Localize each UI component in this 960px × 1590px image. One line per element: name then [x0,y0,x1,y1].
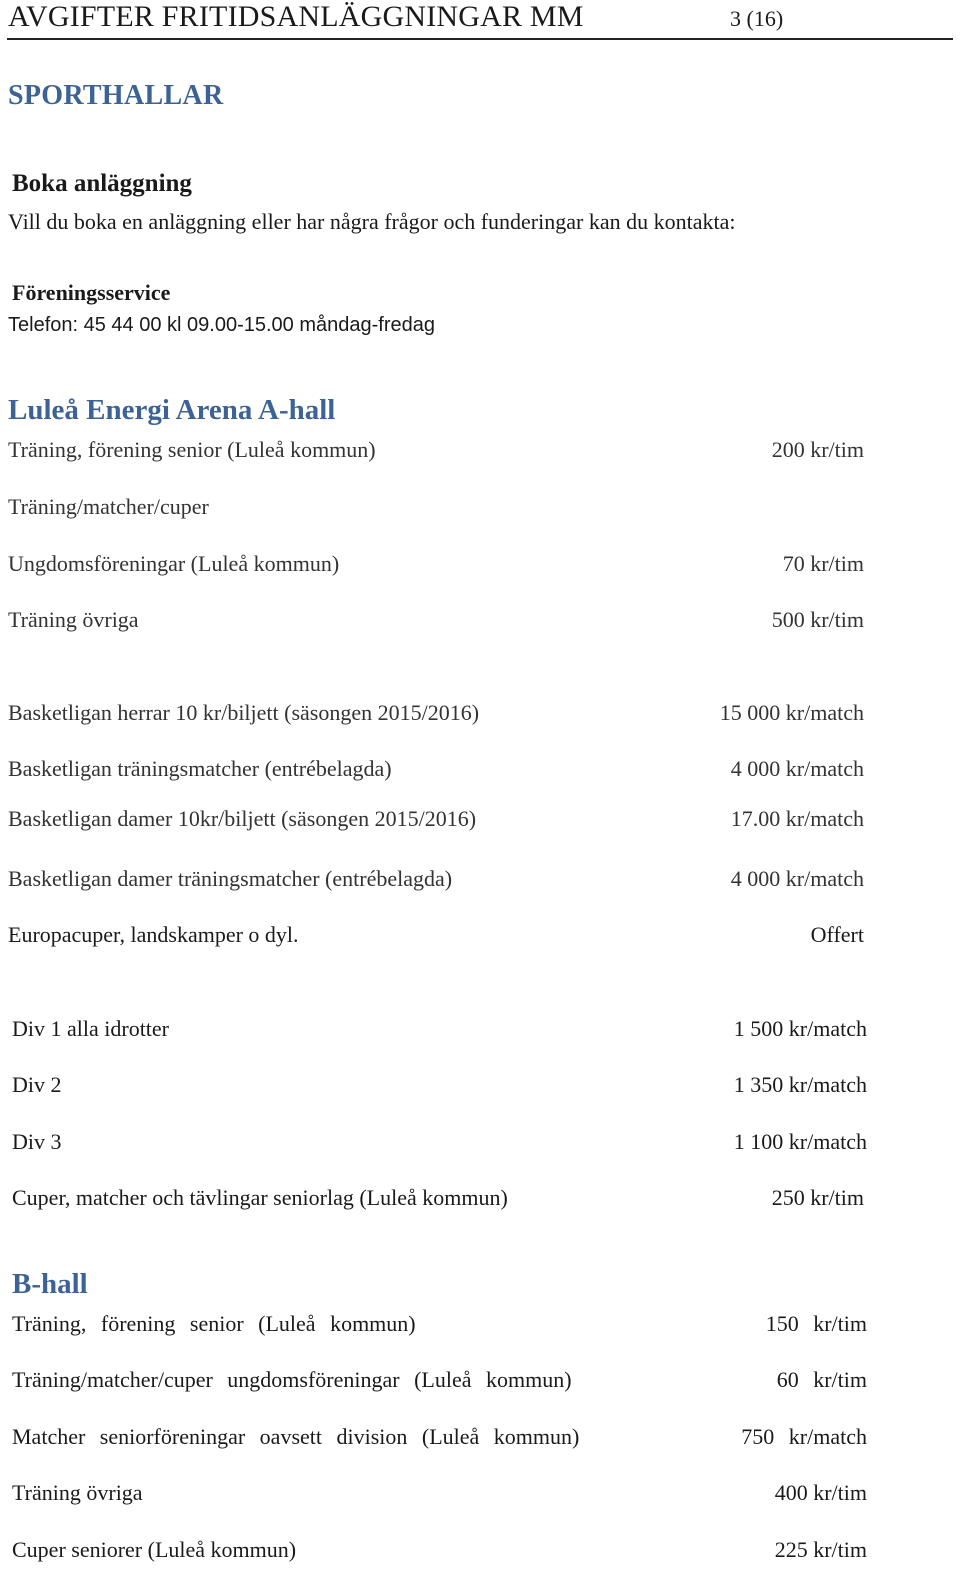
price-row-label: Träning/matcher/cuper [8,494,209,519]
price-row-value: 400 kr/tim [774,1480,867,1505]
price-row-label: Basketligan träningsmatcher (entrébelagda) [8,756,392,781]
price-row-label: Div 1 alla idrotter [12,1016,170,1041]
price-row-label: Div 3 [12,1129,62,1154]
price-row-label: Europacuper, landskamper o dyl. [8,922,299,947]
price-row-label: Basketligan damer träningsmatcher (entrébelagda) [8,866,453,891]
a-hall-title: Luleå Energi Arena A-hall [8,394,336,426]
price-row-label: Träning, förening senior (Luleå kommun) [8,437,376,462]
page-number: 3 (16) [730,6,784,31]
price-row-value: 750 kr/match [741,1424,867,1449]
price-row-label: Basketligan herrar 10 kr/biljett (säsongen 2015/2016) [8,700,480,725]
price-row-value: Offert [810,922,864,947]
price-row-label: Träning, förening senior (Luleå kommun) [12,1311,416,1336]
price-row-value: 1 100 kr/match [733,1129,867,1154]
price-row-label: Cuper seniorer (Luleå kommun) [12,1537,297,1562]
price-row-label: Div 2 [12,1072,62,1097]
price-row-value: 4 000 kr/match [730,756,864,781]
price-row-value: 4 000 kr/match [730,866,864,891]
service-heading: Föreningsservice [12,280,171,305]
price-row-value: 250 kr/tim [771,1185,864,1210]
price-row-label: Träning övriga [8,607,139,632]
price-row-value: 500 kr/tim [771,607,864,632]
price-row-label: Träning övriga [12,1480,143,1505]
price-row-value: 1 350 kr/match [733,1072,867,1097]
price-row-label: Cuper, matcher och tävlingar seniorlag (Luleå kommun) [12,1185,508,1210]
price-row-label: Basketligan damer 10kr/biljett (säsongen 2015/2016) [8,806,477,831]
section-title: SPORTHALLAR [8,80,224,111]
document-title: AVGIFTER FRITIDSANLÄGGNINGAR MM [8,0,584,33]
b-hall-title: B-hall [12,1268,88,1300]
price-row-label: Träning/matcher/cuper ungdomsföreningar (Luleå kommun) [12,1367,572,1392]
service-phone: Telefon: 45 44 00 kl 09.00-15.00 måndag-fredag [8,314,435,336]
price-row-value: 200 kr/tim [771,437,864,462]
price-row-value: 1 500 kr/match [733,1016,867,1041]
price-row-value: 60 kr/tim [776,1367,867,1392]
price-row-label: Matcher seniorföreningar oavsett division (Luleå kommun) [12,1424,580,1449]
header-divider [7,38,953,40]
price-row-value: 15 000 kr/match [719,700,864,725]
booking-heading: Boka anläggning [12,170,192,197]
price-row-value: 70 kr/tim [782,551,864,576]
price-row-label: Ungdomsföreningar (Luleå kommun) [8,551,340,576]
price-row-value: 150 kr/tim [765,1311,867,1336]
price-row-value: 17.00 kr/match [730,806,864,831]
price-row-value: 225 kr/tim [774,1537,867,1562]
booking-text: Vill du boka en anläggning eller har några frågor och funderingar kan du kontakta: [8,209,736,234]
